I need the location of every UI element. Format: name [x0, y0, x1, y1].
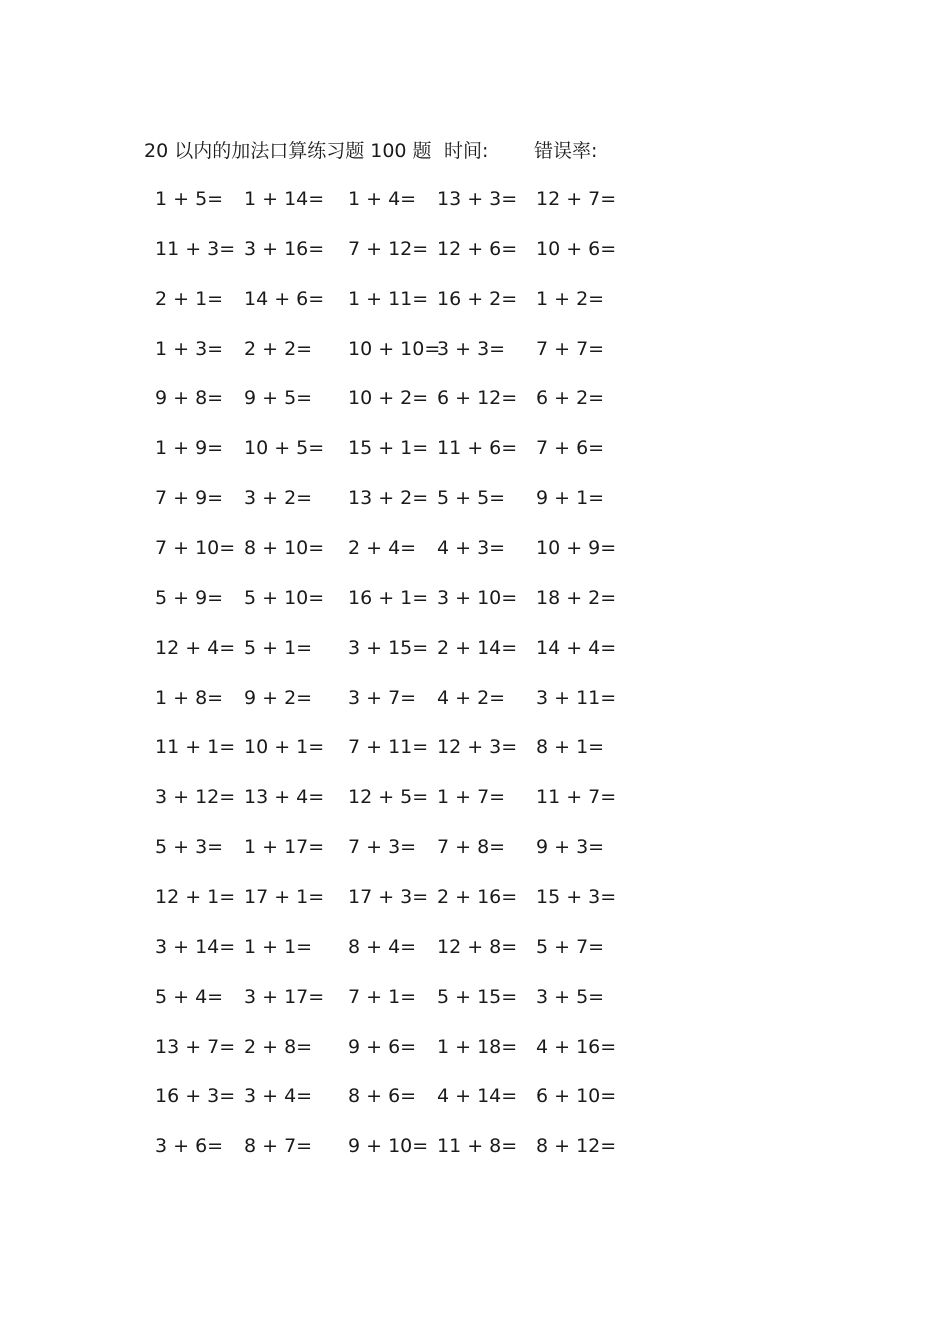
- problem-item: 1 + 3=: [155, 337, 224, 360]
- problem-item: 3 + 3=: [437, 337, 506, 360]
- problem-item: 7 + 11=: [348, 736, 429, 759]
- problem-item: 12 + 3=: [437, 736, 518, 759]
- worksheet-title: 20 以内的加法口算练习题 100 题: [144, 140, 432, 162]
- problem-item: 6 + 12=: [437, 387, 518, 410]
- problem-item: 16 + 3=: [155, 1085, 236, 1108]
- problem-item: 7 + 3=: [348, 836, 417, 859]
- problem-item: 1 + 2=: [536, 287, 605, 310]
- problem-item: 5 + 9=: [155, 586, 224, 609]
- problem-row: [0, 983, 950, 1011]
- problem-item: 12 + 4=: [155, 636, 236, 659]
- problem-item: 17 + 1=: [244, 885, 325, 908]
- problem-item: 9 + 5=: [244, 387, 313, 410]
- problem-item: 2 + 2=: [244, 337, 313, 360]
- problem-item: 8 + 6=: [348, 1085, 417, 1108]
- problem-item: 10 + 10=: [348, 337, 441, 360]
- problem-item: 7 + 1=: [348, 985, 417, 1008]
- problem-item: 11 + 1=: [155, 736, 236, 759]
- problem-item: 9 + 2=: [244, 686, 313, 709]
- problem-row: [0, 684, 950, 712]
- problem-item: 9 + 3=: [536, 836, 605, 859]
- problem-item: 1 + 7=: [437, 786, 506, 809]
- problem-row: [0, 534, 950, 562]
- problem-item: 5 + 7=: [536, 935, 605, 958]
- problem-item: 1 + 1=: [244, 935, 313, 958]
- problem-item: 1 + 8=: [155, 686, 224, 709]
- problem-item: 3 + 15=: [348, 636, 429, 659]
- problem-item: 11 + 6=: [437, 437, 518, 460]
- problem-item: 17 + 3=: [348, 885, 429, 908]
- problem-item: 7 + 6=: [536, 437, 605, 460]
- problem-item: 3 + 2=: [244, 487, 313, 510]
- error-rate-label: 错误率:: [534, 140, 598, 162]
- problem-row: [0, 883, 950, 911]
- problem-item: 7 + 9=: [155, 487, 224, 510]
- problem-item: 8 + 10=: [244, 537, 325, 559]
- problem-item: 7 + 10=: [155, 537, 236, 559]
- problem-item: 5 + 1=: [244, 636, 313, 659]
- problem-item: 15 + 1=: [348, 437, 429, 460]
- problem-item: 10 + 2=: [348, 387, 429, 410]
- problem-row: [0, 634, 950, 662]
- problem-item: 2 + 4=: [348, 537, 417, 559]
- problem-item: 7 + 12=: [348, 237, 429, 260]
- problem-row: [0, 484, 950, 512]
- problem-item: 12 + 5=: [348, 786, 429, 809]
- problem-row: [0, 285, 950, 313]
- problem-item: 9 + 8=: [155, 387, 224, 410]
- problem-item: 5 + 4=: [155, 985, 224, 1008]
- problem-item: 3 + 12=: [155, 786, 236, 809]
- problem-item: 10 + 9=: [536, 537, 617, 559]
- problem-item: 5 + 15=: [437, 985, 518, 1008]
- problem-item: 6 + 10=: [536, 1085, 617, 1108]
- problem-item: 4 + 2=: [437, 686, 506, 709]
- problem-item: 1 + 5=: [155, 188, 224, 210]
- problem-item: 14 + 4=: [536, 636, 617, 659]
- problem-item: 11 + 7=: [536, 786, 617, 809]
- problem-item: 9 + 10=: [348, 1135, 429, 1158]
- problem-item: 7 + 8=: [437, 836, 506, 859]
- problem-item: 11 + 8=: [437, 1135, 518, 1158]
- problem-item: 3 + 6=: [155, 1135, 224, 1158]
- problem-item: 5 + 10=: [244, 586, 325, 609]
- problem-row: [0, 335, 950, 363]
- problem-item: 14 + 6=: [244, 287, 325, 310]
- problem-row: [0, 833, 950, 861]
- problem-item: 4 + 14=: [437, 1085, 518, 1108]
- problem-item: 3 + 16=: [244, 237, 325, 260]
- problem-row: [0, 1082, 950, 1110]
- problem-item: 8 + 7=: [244, 1135, 313, 1158]
- problem-item: 12 + 8=: [437, 935, 518, 958]
- problem-item: 3 + 11=: [536, 686, 617, 709]
- problem-item: 10 + 6=: [536, 237, 617, 260]
- problem-item: 12 + 1=: [155, 885, 236, 908]
- problem-item: 13 + 7=: [155, 1035, 236, 1058]
- problem-row: [0, 434, 950, 462]
- problem-item: 8 + 12=: [536, 1135, 617, 1158]
- problem-item: 3 + 17=: [244, 985, 325, 1008]
- problem-item: 13 + 3=: [437, 188, 518, 210]
- problem-item: 1 + 4=: [348, 188, 417, 210]
- problem-item: 13 + 4=: [244, 786, 325, 809]
- problem-item: 4 + 16=: [536, 1035, 617, 1058]
- problem-item: 3 + 10=: [437, 586, 518, 609]
- problem-row: [0, 584, 950, 612]
- problem-item: 6 + 2=: [536, 387, 605, 410]
- problem-item: 2 + 8=: [244, 1035, 313, 1058]
- problem-item: 12 + 6=: [437, 237, 518, 260]
- problem-row: [0, 783, 950, 811]
- problem-item: 9 + 6=: [348, 1035, 417, 1058]
- problem-item: 3 + 14=: [155, 935, 236, 958]
- problem-row: [0, 185, 950, 213]
- problem-item: 9 + 1=: [536, 487, 605, 510]
- problem-row: [0, 1132, 950, 1160]
- problem-item: 2 + 14=: [437, 636, 518, 659]
- problem-item: 1 + 11=: [348, 287, 429, 310]
- problem-item: 11 + 3=: [155, 237, 236, 260]
- problem-item: 4 + 3=: [437, 537, 506, 559]
- problem-item: 1 + 18=: [437, 1035, 518, 1058]
- problem-item: 2 + 1=: [155, 287, 224, 310]
- problem-item: 3 + 7=: [348, 686, 417, 709]
- problem-item: 10 + 5=: [244, 437, 325, 460]
- problem-item: 8 + 1=: [536, 736, 605, 759]
- problem-item: 10 + 1=: [244, 736, 325, 759]
- problem-row: [0, 933, 950, 961]
- problem-item: 16 + 2=: [437, 287, 518, 310]
- problem-item: 15 + 3=: [536, 885, 617, 908]
- problem-item: 1 + 14=: [244, 188, 325, 210]
- problem-item: 7 + 7=: [536, 337, 605, 360]
- problem-item: 13 + 2=: [348, 487, 429, 510]
- problem-item: 5 + 3=: [155, 836, 224, 859]
- problem-item: 16 + 1=: [348, 586, 429, 609]
- problem-item: 3 + 4=: [244, 1085, 313, 1108]
- problem-item: 3 + 5=: [536, 985, 605, 1008]
- time-label: 时间:: [444, 140, 489, 162]
- problem-item: 5 + 5=: [437, 487, 506, 510]
- problem-row: [0, 1033, 950, 1061]
- problem-item: 18 + 2=: [536, 586, 617, 609]
- problem-item: 1 + 17=: [244, 836, 325, 859]
- problem-row: [0, 235, 950, 263]
- problem-item: 8 + 4=: [348, 935, 417, 958]
- problem-row: [0, 384, 950, 412]
- problem-item: 1 + 9=: [155, 437, 224, 460]
- problem-row: [0, 733, 950, 761]
- problem-item: 2 + 16=: [437, 885, 518, 908]
- problem-item: 12 + 7=: [536, 188, 617, 210]
